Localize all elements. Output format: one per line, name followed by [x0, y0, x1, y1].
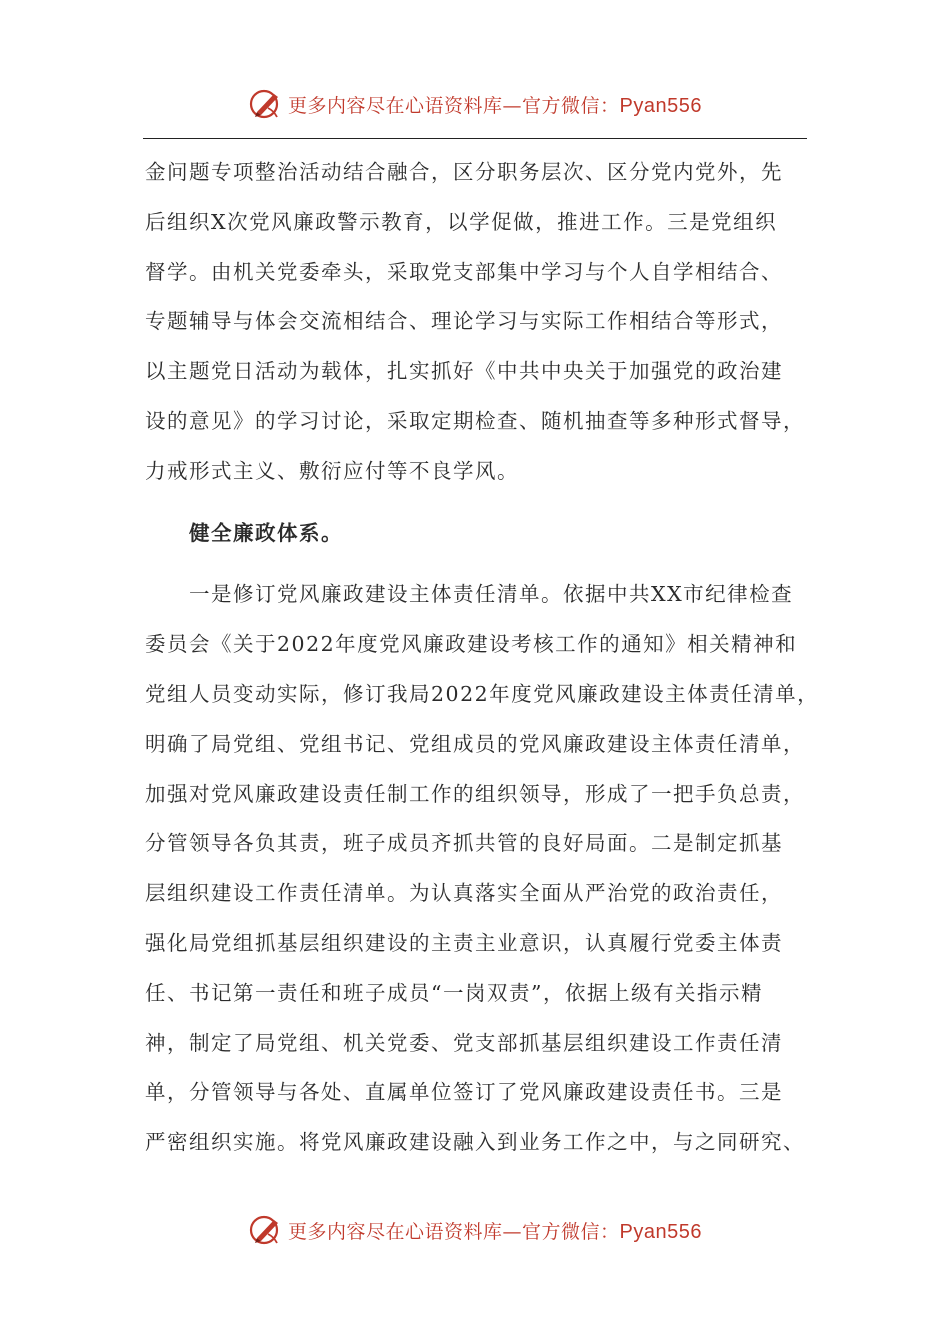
body-line: 任、书记第一责任和班子成员“一岗双责”，依据上级有关指示精	[145, 980, 763, 1005]
body-line: 层组织建设工作责任清单。为认真落实全面从严治党的政治责任，	[145, 881, 783, 906]
body-line: 后组织X次党风廉政警示教育，以学促做，推进工作。三是党组织	[145, 209, 778, 234]
body-line: 以主题党日活动为载体，扎实抓好《中共中央关于加强党的政治建	[145, 359, 783, 384]
watermark-text: 更多内容尽在心语资料库—官方微信：Pyan556	[288, 94, 702, 117]
watermark-wechat-id: Pyan556	[619, 1220, 702, 1243]
header-divider	[143, 138, 807, 139]
body-line: 金问题专项整治活动结合融合，区分职务层次、区分党内党外，先	[145, 160, 783, 184]
body-line: 单，分管领导与各处、直属单位签订了党风廉政建设责任书。三是	[145, 1080, 783, 1105]
body-line: 严密组织实施。将党风廉政建设融入到业务工作之中，与之同研究、	[145, 1130, 805, 1155]
body-line: 设的意见》的学习讨论，采取定期检查、随机抽查等多种形式督导，	[145, 408, 805, 433]
footer-watermark	[0, 1208, 950, 1252]
body-line: 分管领导各负其责，班子成员齐抓共管的良好局面。二是制定抓基	[145, 831, 783, 856]
document-body	[145, 148, 820, 1168]
body-line: 专题辅导与体会交流相结合、理论学习与实际工作相结合等形式，	[145, 309, 783, 334]
body-line: 一是修订党风廉政建设主体责任清单。依据中共XX市纪律检查	[189, 582, 794, 607]
watermark-text: 更多内容尽在心语资料库—官方微信：Pyan556	[288, 1220, 702, 1243]
watermark-wechat-id: Pyan556	[619, 94, 702, 117]
pen-logo-icon	[248, 86, 284, 122]
header-watermark	[0, 82, 950, 126]
body-line: 力戒形式主义、敷衍应付等不良学风。	[145, 458, 519, 483]
pen-logo-icon	[248, 1212, 284, 1248]
body-line: 强化局党组抓基层组织建设的主责主业意识，认真履行党委主体责	[145, 930, 783, 955]
body-line: 督学。由机关党委牵头，采取党支部集中学习与个人自学相结合、	[145, 259, 783, 284]
body-line: 党组人员变动实际，修订我局2022年度党风廉政建设主体责任清单，	[145, 681, 820, 706]
body-line: 神，制定了局党组、机关党委、党支部抓基层组织建设工作责任清	[145, 1030, 783, 1055]
body-line: 加强对党风廉政建设责任制工作的组织领导，形成了一把手负总责，	[145, 781, 805, 806]
section-heading: 健全廉政体系。	[189, 520, 343, 545]
body-line: 委员会《关于2022年度党风廉政建设考核工作的通知》相关精神和	[145, 632, 798, 657]
body-line: 明确了局党组、党组书记、党组成员的党风廉政建设主体责任清单，	[145, 731, 805, 756]
